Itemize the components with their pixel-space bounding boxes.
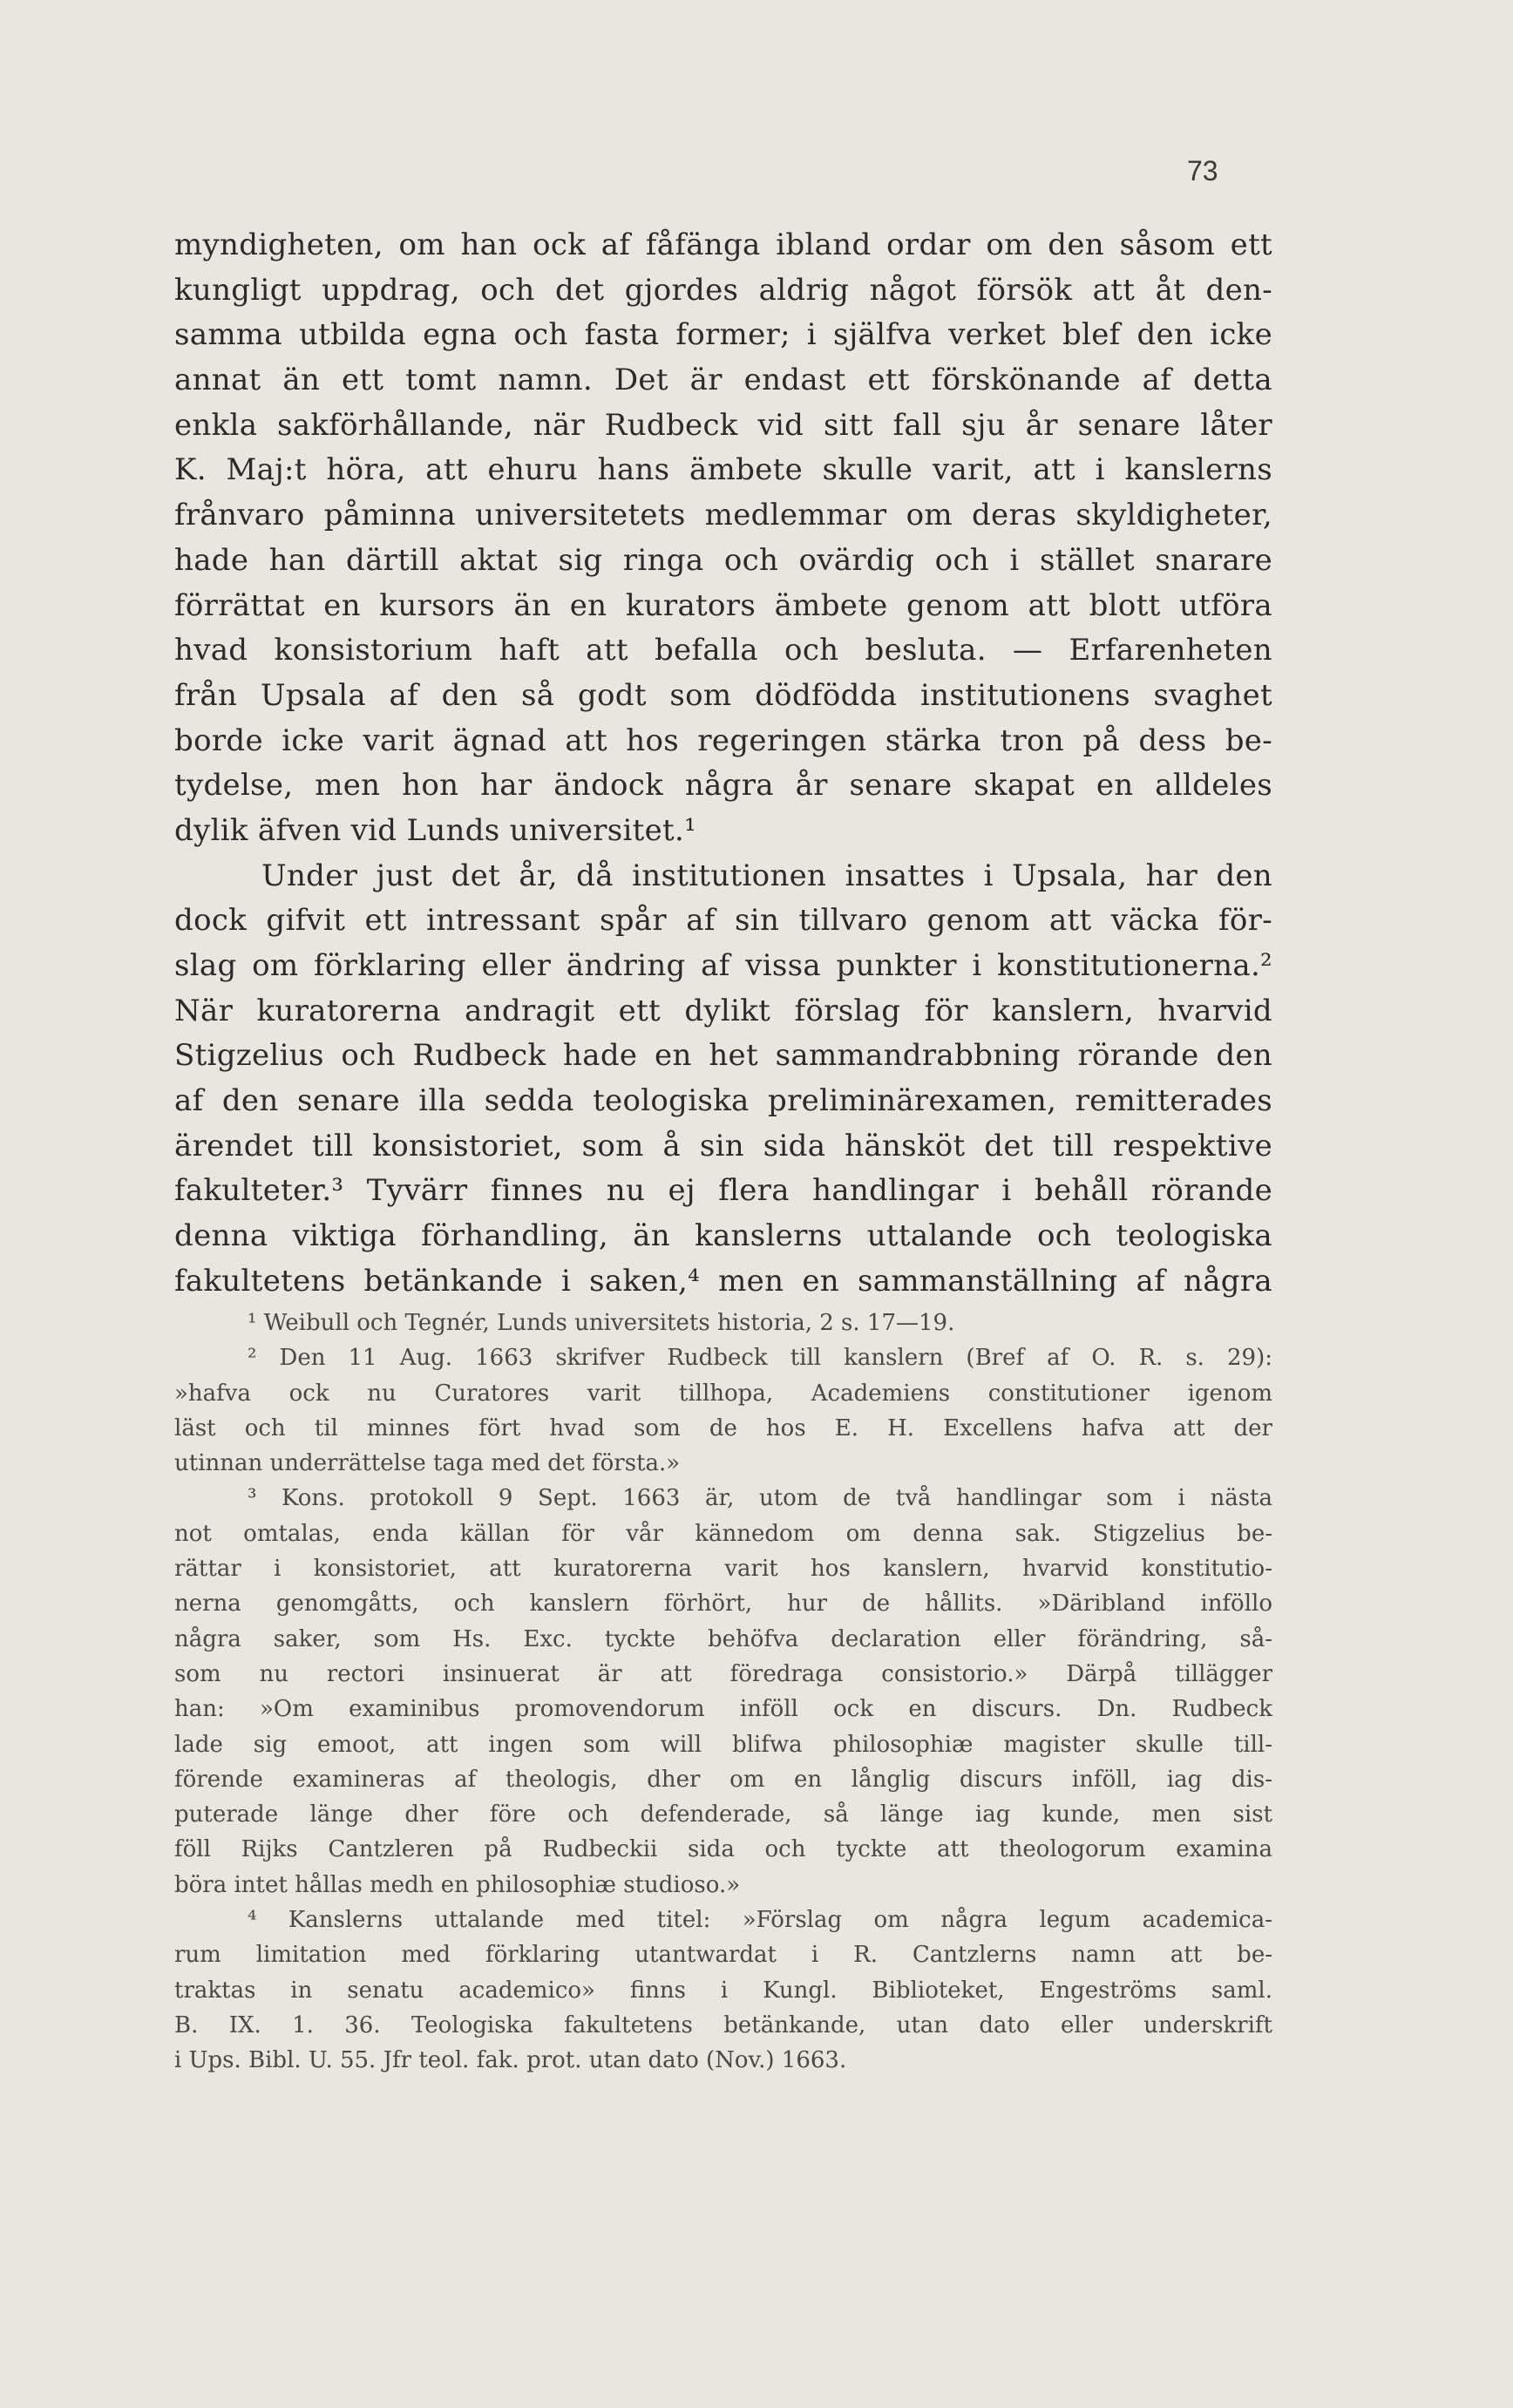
text-line: denna viktiga förhandling, än kanslerns uttalande och teologiska: [174, 1218, 1272, 1254]
text-line: från Upsala af den så godt som dödfödda institutionens svaghet: [174, 677, 1272, 713]
text-line: af den senare illa sedda teologiska preliminärexamen, remitterades: [174, 1083, 1272, 1119]
footnote-line: rum limitation med förklaring utantwardat i R. Cantzlerns namn att be-: [174, 1942, 1272, 1969]
text-line: myndigheten, om han ock af fåfänga ibland ordar om den såsom ett: [174, 227, 1272, 262]
text-line: annat än ett tomt namn. Det är endast ett förskönande af detta: [174, 363, 1272, 398]
text-line: hvad konsistorium haft att befalla och besluta. — Erfarenheten: [174, 633, 1272, 668]
footnote-line: B. IX. 1. 36. Teologiska fakultetens betänkande, utan dato eller underskrift: [174, 2011, 1272, 2038]
footnote-line: utinnan underrättelse taga med det första.»: [174, 1450, 681, 1477]
footnote-line: ² Den 11 Aug. 1663 skrifver Rudbeck till kanslern (Bref af O. R. s. 29):: [248, 1345, 1272, 1372]
text-line: tydelse, men hon har ändock några år senare skapat en alldeles: [174, 768, 1272, 804]
text-line: När kuratorerna andragit ett dylikt förslag för kanslern, hvarvid: [174, 993, 1272, 1028]
footnote-line: »hafva ock nu Curatores varit tillhopa, Academiens constitutioner igenom: [174, 1380, 1272, 1407]
footnote-line: ³ Kons. protokoll 9 Sept. 1663 är, utom de två handlingar som i nästa: [248, 1485, 1272, 1512]
footnote-line: puterade länge dher före och defenderade, så länge iag kunde, men sist: [174, 1801, 1272, 1828]
text-line: fakulteter.³ Tyvärr finnes nu ej flera handlingar i behåll rörande: [174, 1173, 1272, 1209]
footnote-line: rättar i konsistoriet, att kuratorerna varit hos kanslern, hvarvid konstitutio-: [174, 1556, 1272, 1583]
text-line: Under just det år, då institutionen insattes i Upsala, har den: [261, 858, 1272, 893]
footnote-line: föll Rijks Cantzleren på Rudbeckii sida och tyckte att theologorum examina: [174, 1836, 1272, 1863]
footnote-line: i Ups. Bibl. U. 55. Jfr teol. fak. prot. utan dato (Nov.) 1663.: [174, 2047, 847, 2074]
text-line: enkla sakförhållande, när Rudbeck vid sitt fall sju år senare låter: [174, 407, 1272, 443]
footnote-line: några saker, som Hs. Exc. tyckte behöfva declaration eller förändring, så-: [174, 1625, 1272, 1652]
text-line: dock gifvit ett intressant spår af sin tillvaro genom att väcka för-: [174, 903, 1272, 939]
text-line: ärendet till konsistoriet, som å sin sida hänsköt det till respektive: [174, 1128, 1272, 1163]
text-line: K. Maj:t höra, att ehuru hans ämbete skulle varit, att i kanslerns: [174, 452, 1272, 488]
body-text: [174, 223, 1272, 1305]
text-line: frånvaro påminna universitetets medlemmar om deras skyldigheter,: [174, 498, 1272, 533]
text-line: slag om förklaring eller ändring af vissa punkter i konstitutionerna.²: [174, 948, 1272, 983]
text-line: förrättat en kursors än en kurators ämbete genom att blott utföra: [174, 587, 1272, 623]
footnote-line: som nu rectori insinuerat är att föredraga consistorio.» Därpå tillägger: [174, 1660, 1272, 1687]
text-line: hade han därtill aktat sig ringa och ovärdig och i stället snarare: [174, 542, 1272, 578]
text-line: kungligt uppdrag, och det gjordes aldrig något försök att åt den-: [174, 272, 1272, 308]
footnote-line: lade sig emoot, att ingen som will blifwa philosophiæ magister skulle till-: [174, 1731, 1272, 1758]
page-number: 73: [1187, 155, 1218, 187]
footnotes: [174, 1306, 1272, 2079]
footnote-line: böra intet hållas medh en philosophiæ studioso.»: [174, 1871, 741, 1898]
footnote-line: traktas in senatu academico» finns i Kungl. Biblioteket, Engeströms saml.: [174, 1977, 1272, 2004]
footnote-line: ¹ Weibull och Tegnér, Lunds universitets historia, 2 s. 17—19.: [248, 1310, 955, 1336]
text-line: dylik äfven vid Lunds universitet.¹: [174, 812, 697, 848]
footnote-line: ⁴ Kanslerns uttalande med titel: »Förslag om några legum academica-: [248, 1907, 1272, 1934]
footnote-line: nerna genomgåtts, och kanslern förhört, hur de hållits. »Däribland inföllo: [174, 1591, 1272, 1618]
text-line: fakultetens betänkande i saken,⁴ men en sammanställning af några: [174, 1263, 1272, 1299]
text-line: borde icke varit ägnad att hos regeringen stärka tron på dess be-: [174, 722, 1272, 758]
footnote-line: läst och til minnes fört hvad som de hos E. H. Excellens hafva att der: [174, 1414, 1272, 1441]
footnote-line: förende examineras af theologis, dher om en långlig discurs inföll, iag dis-: [174, 1766, 1272, 1793]
footnote-line: han: »Om examinibus promovendorum inföll ock en discurs. Dn. Rudbeck: [174, 1696, 1272, 1723]
footnote-line: not omtalas, enda källan för vår kännedom om denna sak. Stigzelius be-: [174, 1520, 1272, 1547]
text-line: Stigzelius och Rudbeck hade en het sammandrabbning rörande den: [174, 1038, 1272, 1074]
text-line: samma utbilda egna och fasta former; i själfva verket blef den icke: [174, 317, 1272, 353]
